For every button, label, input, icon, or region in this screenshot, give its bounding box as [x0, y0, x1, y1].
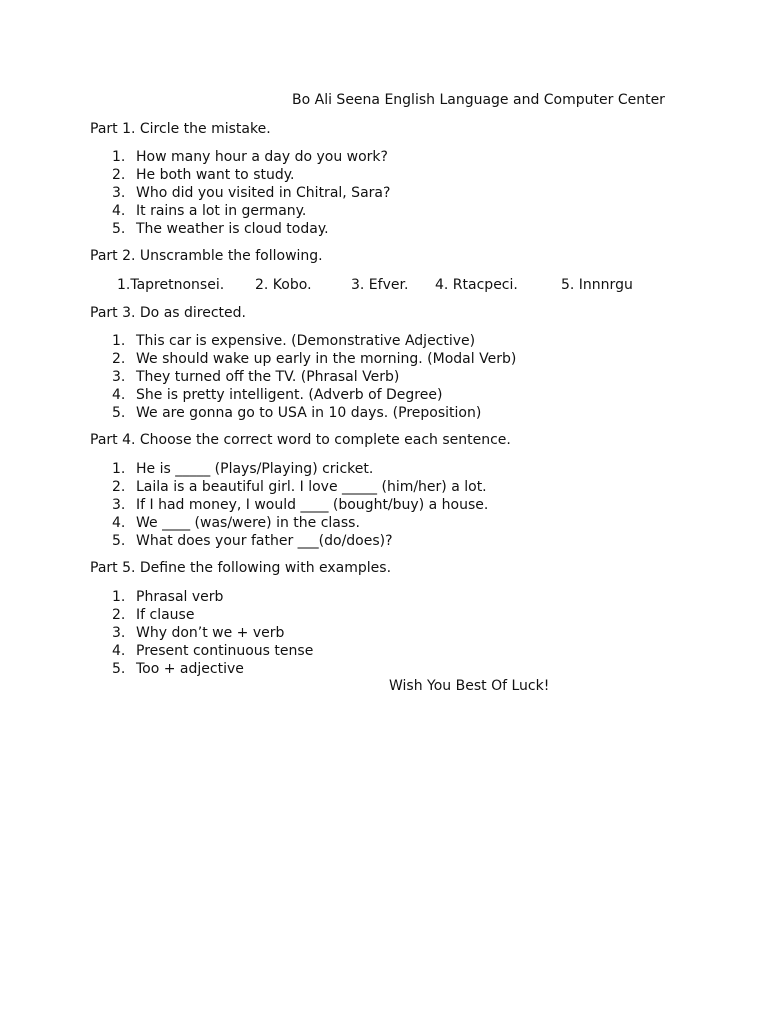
part5-list [112, 588, 313, 678]
item-text: It rains a lot in germany. [136, 203, 307, 219]
item-number: 4. [112, 387, 126, 403]
item-number: 4. [112, 203, 126, 219]
list-item [112, 350, 516, 368]
list-item [112, 514, 488, 532]
item-number: 5. [112, 533, 126, 549]
part1-heading: Part 1. Circle the mistake. [90, 121, 271, 137]
item-number: 5. [112, 405, 126, 421]
item-number: 2. [112, 351, 126, 367]
list-item [112, 184, 390, 202]
item-text: The weather is cloud today. [136, 221, 329, 237]
item-number: 2. [112, 167, 126, 183]
item-text: Why don’t we + verb [136, 625, 285, 641]
item-text: If clause [136, 607, 195, 623]
item-text: He is _____ (Plays/Playing) cricket. [136, 461, 374, 477]
item-number: 3. [112, 497, 126, 513]
item-number: 5. [112, 221, 126, 237]
list-item [112, 642, 313, 660]
list-item [112, 660, 313, 678]
item-text: This car is expensive. (Demonstrative Adjective) [136, 333, 476, 349]
list-item [112, 166, 390, 184]
item-number: 5. [112, 661, 126, 677]
list-item [112, 532, 488, 550]
scramble-word: 3. Efver. [351, 277, 409, 293]
list-item [112, 624, 313, 642]
item-text: How many hour a day do you work? [136, 149, 388, 165]
item-text: She is pretty intelligent. (Adverb of Degree) [136, 387, 443, 403]
item-number: 2. [112, 607, 126, 623]
list-item [112, 202, 390, 220]
list-item [112, 368, 516, 386]
list-item [112, 148, 390, 166]
item-text: Laila is a beautiful girl. I love _____ (him/her) a lot. [136, 479, 487, 495]
part1-list [112, 148, 390, 238]
item-text: If I had money, I would ____ (bought/buy) a house. [136, 497, 489, 513]
item-text: We are gonna go to USA in 10 days. (Preposition) [136, 405, 482, 421]
item-text: We should wake up early in the morning. (Modal Verb) [136, 351, 517, 367]
item-number: 4. [112, 643, 126, 659]
list-item [112, 404, 516, 422]
item-number: 3. [112, 625, 126, 641]
document-title: Bo Ali Seena English Language and Computer Center [292, 92, 665, 108]
scramble-word: 2. Kobo. [255, 277, 312, 293]
scramble-word: 1.Tapretnonsei. [117, 277, 225, 293]
part4-list [112, 460, 488, 550]
item-number: 4. [112, 515, 126, 531]
list-item [112, 386, 516, 404]
item-number: 2. [112, 479, 126, 495]
list-item [112, 460, 488, 478]
scramble-row [0, 277, 768, 295]
item-number: 1. [112, 149, 126, 165]
item-text: Present continuous tense [136, 643, 314, 659]
item-number: 1. [112, 461, 126, 477]
closing-message: Wish You Best Of Luck! [389, 678, 550, 694]
list-item [112, 478, 488, 496]
part4-heading: Part 4. Choose the correct word to complete each sentence. [90, 432, 511, 448]
item-text: They turned off the TV. (Phrasal Verb) [136, 369, 400, 385]
item-text: Phrasal verb [136, 589, 224, 605]
list-item [112, 220, 390, 238]
item-text: Who did you visited in Chitral, Sara? [136, 185, 391, 201]
item-text: We ____ (was/were) in the class. [136, 515, 360, 531]
item-text: Too + adjective [136, 661, 244, 677]
item-number: 1. [112, 333, 126, 349]
part2-heading: Part 2. Unscramble the following. [90, 248, 323, 264]
list-item [112, 588, 313, 606]
list-item [112, 606, 313, 624]
item-number: 1. [112, 589, 126, 605]
item-text: What does your father ___(do/does)? [136, 533, 393, 549]
item-number: 3. [112, 185, 126, 201]
part3-list [112, 332, 516, 422]
part5-heading: Part 5. Define the following with examples. [90, 560, 392, 576]
scramble-word: 4. Rtacpeci. [435, 277, 518, 293]
list-item [112, 332, 516, 350]
item-text: He both want to study. [136, 167, 295, 183]
item-number: 3. [112, 369, 126, 385]
part3-heading: Part 3. Do as directed. [90, 305, 246, 321]
scramble-word: 5. Innnrgu [561, 277, 633, 293]
list-item [112, 496, 488, 514]
